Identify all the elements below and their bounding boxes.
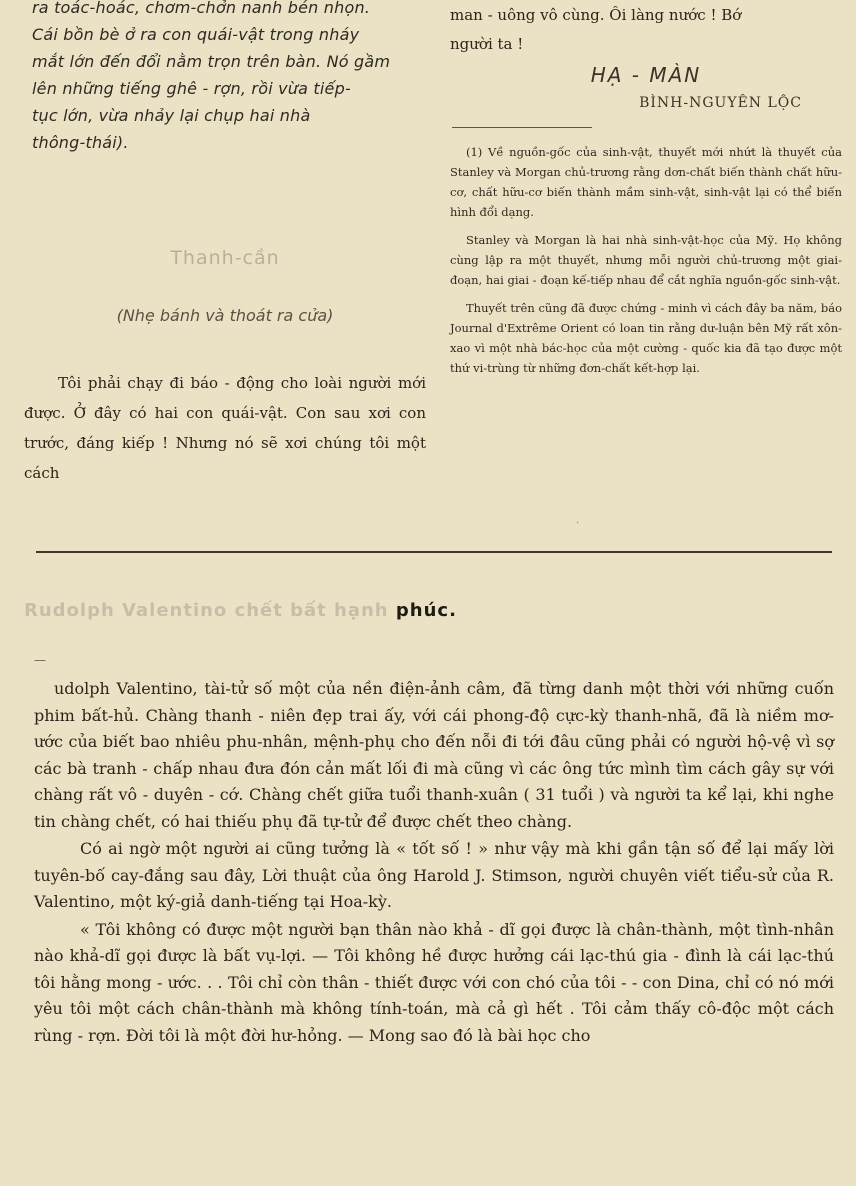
footnote: Stanley và Morgan là hai nhà sinh-vật-học của Mỹ. Họ không cùng lập ra một thuyết, nhưng mỗi người chủ-trương một giai-đoạn, hai giai - đoạn kế-tiếp nhau để cắt nghĩa nguồn-gốc sinh-vật. — [450, 233, 842, 287]
text-line: man - uông vô cùng. Ôi làng nước ! Bớ — [450, 6, 742, 24]
footnote-rule — [452, 127, 592, 128]
headline-faded: Rudolph Valentino chết bất hạnh — [24, 600, 389, 621]
paragraph-text: udolph Valentino, tài-tử số một của nền điện-ảnh câm, đã từng danh một thời với những cuốn phim bất-hủ. Chàng thanh - niên đẹp trai ấy, với cái phong-độ cực-kỳ thanh-nhã, đã là niềm mơ-ước của biết bao nhiêu phu-nhân, mệnh-phụ cho đến nỗi đi tới đâu cũng phải có người hộ-vệ vì sợ các bà tranh - chấp nhau đưa đón cản mất lối đi mà cũng vì các ông tức mình tìm cách gây sự với chàng rất vô - duyên - cớ. Chàng chết giữa tuổi thanh-xuân ( 31 tuổi ) và người ta kể lại, khi nghe tin chàng chết, có hai thiếu phụ đã tự-tử để được chết theo chàng. — [34, 679, 834, 831]
text-line: ra toác-hoác, chơm-chởn nanh bén nhọn. — [32, 0, 371, 17]
scene-title: Thanh-cần — [170, 247, 280, 269]
text-line: lên những tiếng ghê - rợn, rồi vừa tiếp- — [32, 79, 351, 98]
separator-mark: · — [576, 518, 580, 529]
text-line: người ta ! — [450, 35, 524, 53]
text-line: thông-thái). — [32, 133, 129, 152]
italic-stage-direction — [22, 0, 434, 156]
author-name: BÌNH-NGUYÊN LỘC — [639, 95, 802, 111]
left-body-paragraph: Tôi phải chạy đi báo - động cho loài người mới được. Ở đây có hai con quái-vật. Con sau xơi con trước, đáng kiếp ! Nhưng nó sẽ xơi chúng tôi một cách — [24, 374, 426, 482]
text-line: Cái bồn bè ở ra con quái-vật trong nháy — [32, 25, 360, 44]
footnote: (1) Về nguồn-gốc của sinh-vật, thuyết mới nhứt là thuyết của Stanley và Morgan chủ-trương rằng dơn-chất biến thành chất hữu-cơ, chất hữu-cơ biến thành mầm sinh-vật, sinh-vật lại có thể biến hình đổi dạng. — [450, 145, 842, 219]
headline-tail: phúc. — [395, 600, 457, 621]
right-column — [450, 0, 842, 386]
section-divider — [36, 551, 832, 553]
text-line: tục lớn, vừa nhảy lại chụp hai nhà — [32, 106, 311, 125]
text-line: mắt lớn đến đổi nằm trọn trên bàn. Nó gầm — [32, 52, 391, 71]
article-body — [34, 676, 834, 1049]
dash-mark: — — [34, 653, 46, 667]
article-headline — [24, 600, 844, 621]
story-end-heading: HẠ - MÀN — [590, 63, 702, 87]
footnote: Thuyết trên cũng đã được chứng - minh vì cách đây ba năm, báo Journal d'Extrême Orient có loan tin rằng dư-luận bên Mỹ rất xôn-xao vì một nhà bác-học của một cường - quốc kia đã tạo được một thứ vi-trùng từ những đơn-chất kết-hợp lại. — [450, 301, 842, 375]
article-paragraph: Có ai ngờ một người ai cũng tưởng là « tốt số ! » như vậy mà khi gần tận số để lại mấy lời tuyên-bố cay-đắng sau đây, Lời thuật của ông Harold J. Stimson, người chuyên viết tiểu-sử của R. Valentino, một ký-giả danh-tiếng tại Hoa-kỳ. — [34, 839, 834, 911]
article-paragraph: « Tôi không có được một người bạn thân nào khả - dĩ gọi được là chân-thành, một tình-nhân nào khả-dĩ gọi được là bất vụ-lợi. — Tôi không hề được hưởng cái lạc-thú gia - đình là cái lạc-thú tôi hằng mong - ước. . . Tôi chỉ còn thân - thiết được với con chó của tôi - - con Dina, chỉ có nó mới yêu tôi một cách chân-thành mà không tính-toán, mà cả gì hết . Tôi cảm thấy cô-độc một cách rùng - rợn. Đời tôi là một đời hư-hỏng. — Mong sao đó là bài học cho — [34, 919, 834, 1045]
scene-subtitle: (Nhẹ bánh và thoát ra cửa) — [116, 306, 334, 325]
article-paragraph — [34, 676, 834, 835]
